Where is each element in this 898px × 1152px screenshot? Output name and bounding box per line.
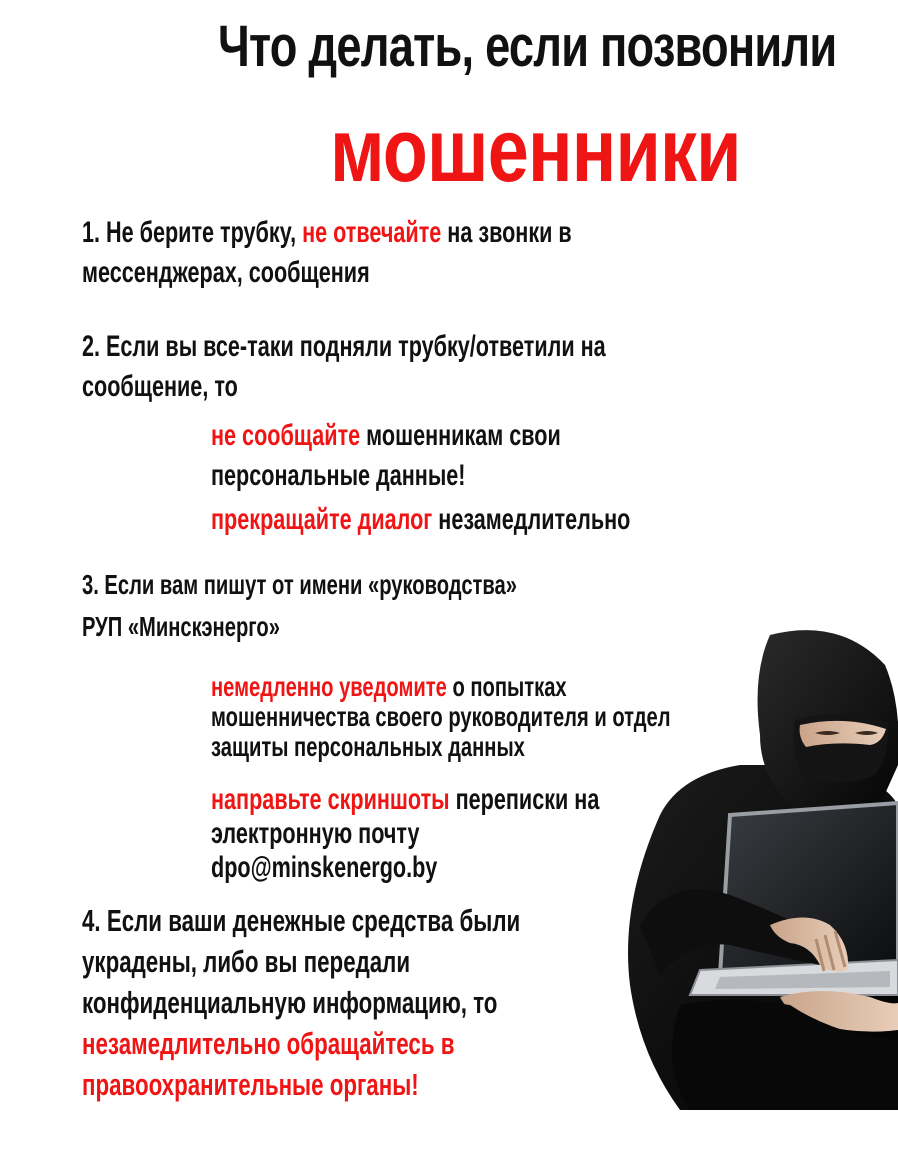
section-3-item-2-highlight: направьте скриншоты [211, 783, 450, 816]
section-2-line-2: сообщение, то [82, 370, 238, 403]
email-address: dpo@minskenergo.by [211, 851, 438, 884]
section-1 [82, 213, 572, 293]
section-2-item-2-highlight: прекращайте диалог [211, 503, 433, 536]
section-2-item-1-highlight: не сообщайте [211, 419, 361, 452]
section-2 [82, 327, 606, 407]
page-title: Что делать, если позвонили [218, 14, 837, 79]
section-1-highlight: не отвечайте [302, 216, 442, 249]
section-2-item-1-line-1: не сообщайте мошенникам свои [211, 419, 561, 452]
section-2-item-1-line-2: персональные данные! [211, 459, 466, 492]
section-3-line-1: 3. Если вам пишут от имени «руководства» [82, 569, 517, 600]
section-4-line-2: украдены, либо вы передали [82, 944, 411, 979]
section-3-item-2 [211, 783, 599, 885]
section-3-item-1-line-1: немедленно уведомите о попытках [211, 671, 567, 702]
section-3-item-2-line-1: направьте скриншоты переписки на [211, 783, 600, 816]
section-3-item-1 [211, 672, 671, 762]
section-2-item-2-line-1: прекращайте диалог незамедлительно [211, 503, 631, 536]
section-4 [82, 900, 520, 1105]
section-3-line-2: РУП «Минскэнерго» [82, 611, 280, 642]
hacker-with-laptop-icon [620, 625, 898, 1110]
section-3-item-1-line-2: мошенничества своего руководителя и отдел [211, 701, 671, 732]
section-2-item-1 [211, 416, 561, 496]
section-1-line-2: мессенджерах, сообщения [82, 256, 370, 289]
section-4-line-1: 4. Если ваши денежные средства были [82, 903, 521, 938]
section-3-item-1-highlight: немедленно уведомите [211, 671, 447, 702]
section-3-item-1-line-3: защиты персональных данных [211, 731, 525, 762]
section-4-highlight-2: правоохранительные органы! [82, 1067, 419, 1102]
section-3 [82, 564, 517, 648]
section-4-line-3: конфиденциальную информацию, то [82, 985, 498, 1020]
section-4-highlight-1: незамедлительно обращайтесь в [82, 1026, 455, 1061]
section-3-item-2-line-2: электронную почту [211, 817, 420, 850]
section-1-line-1: 1. Не берите трубку, не отвечайте на звонки в [82, 216, 572, 249]
section-2-item-2 [211, 500, 630, 540]
section-2-line-1: 2. Если вы все-таки подняли трубку/ответили на [82, 330, 606, 363]
page-title-accent: мошенники [330, 101, 741, 201]
